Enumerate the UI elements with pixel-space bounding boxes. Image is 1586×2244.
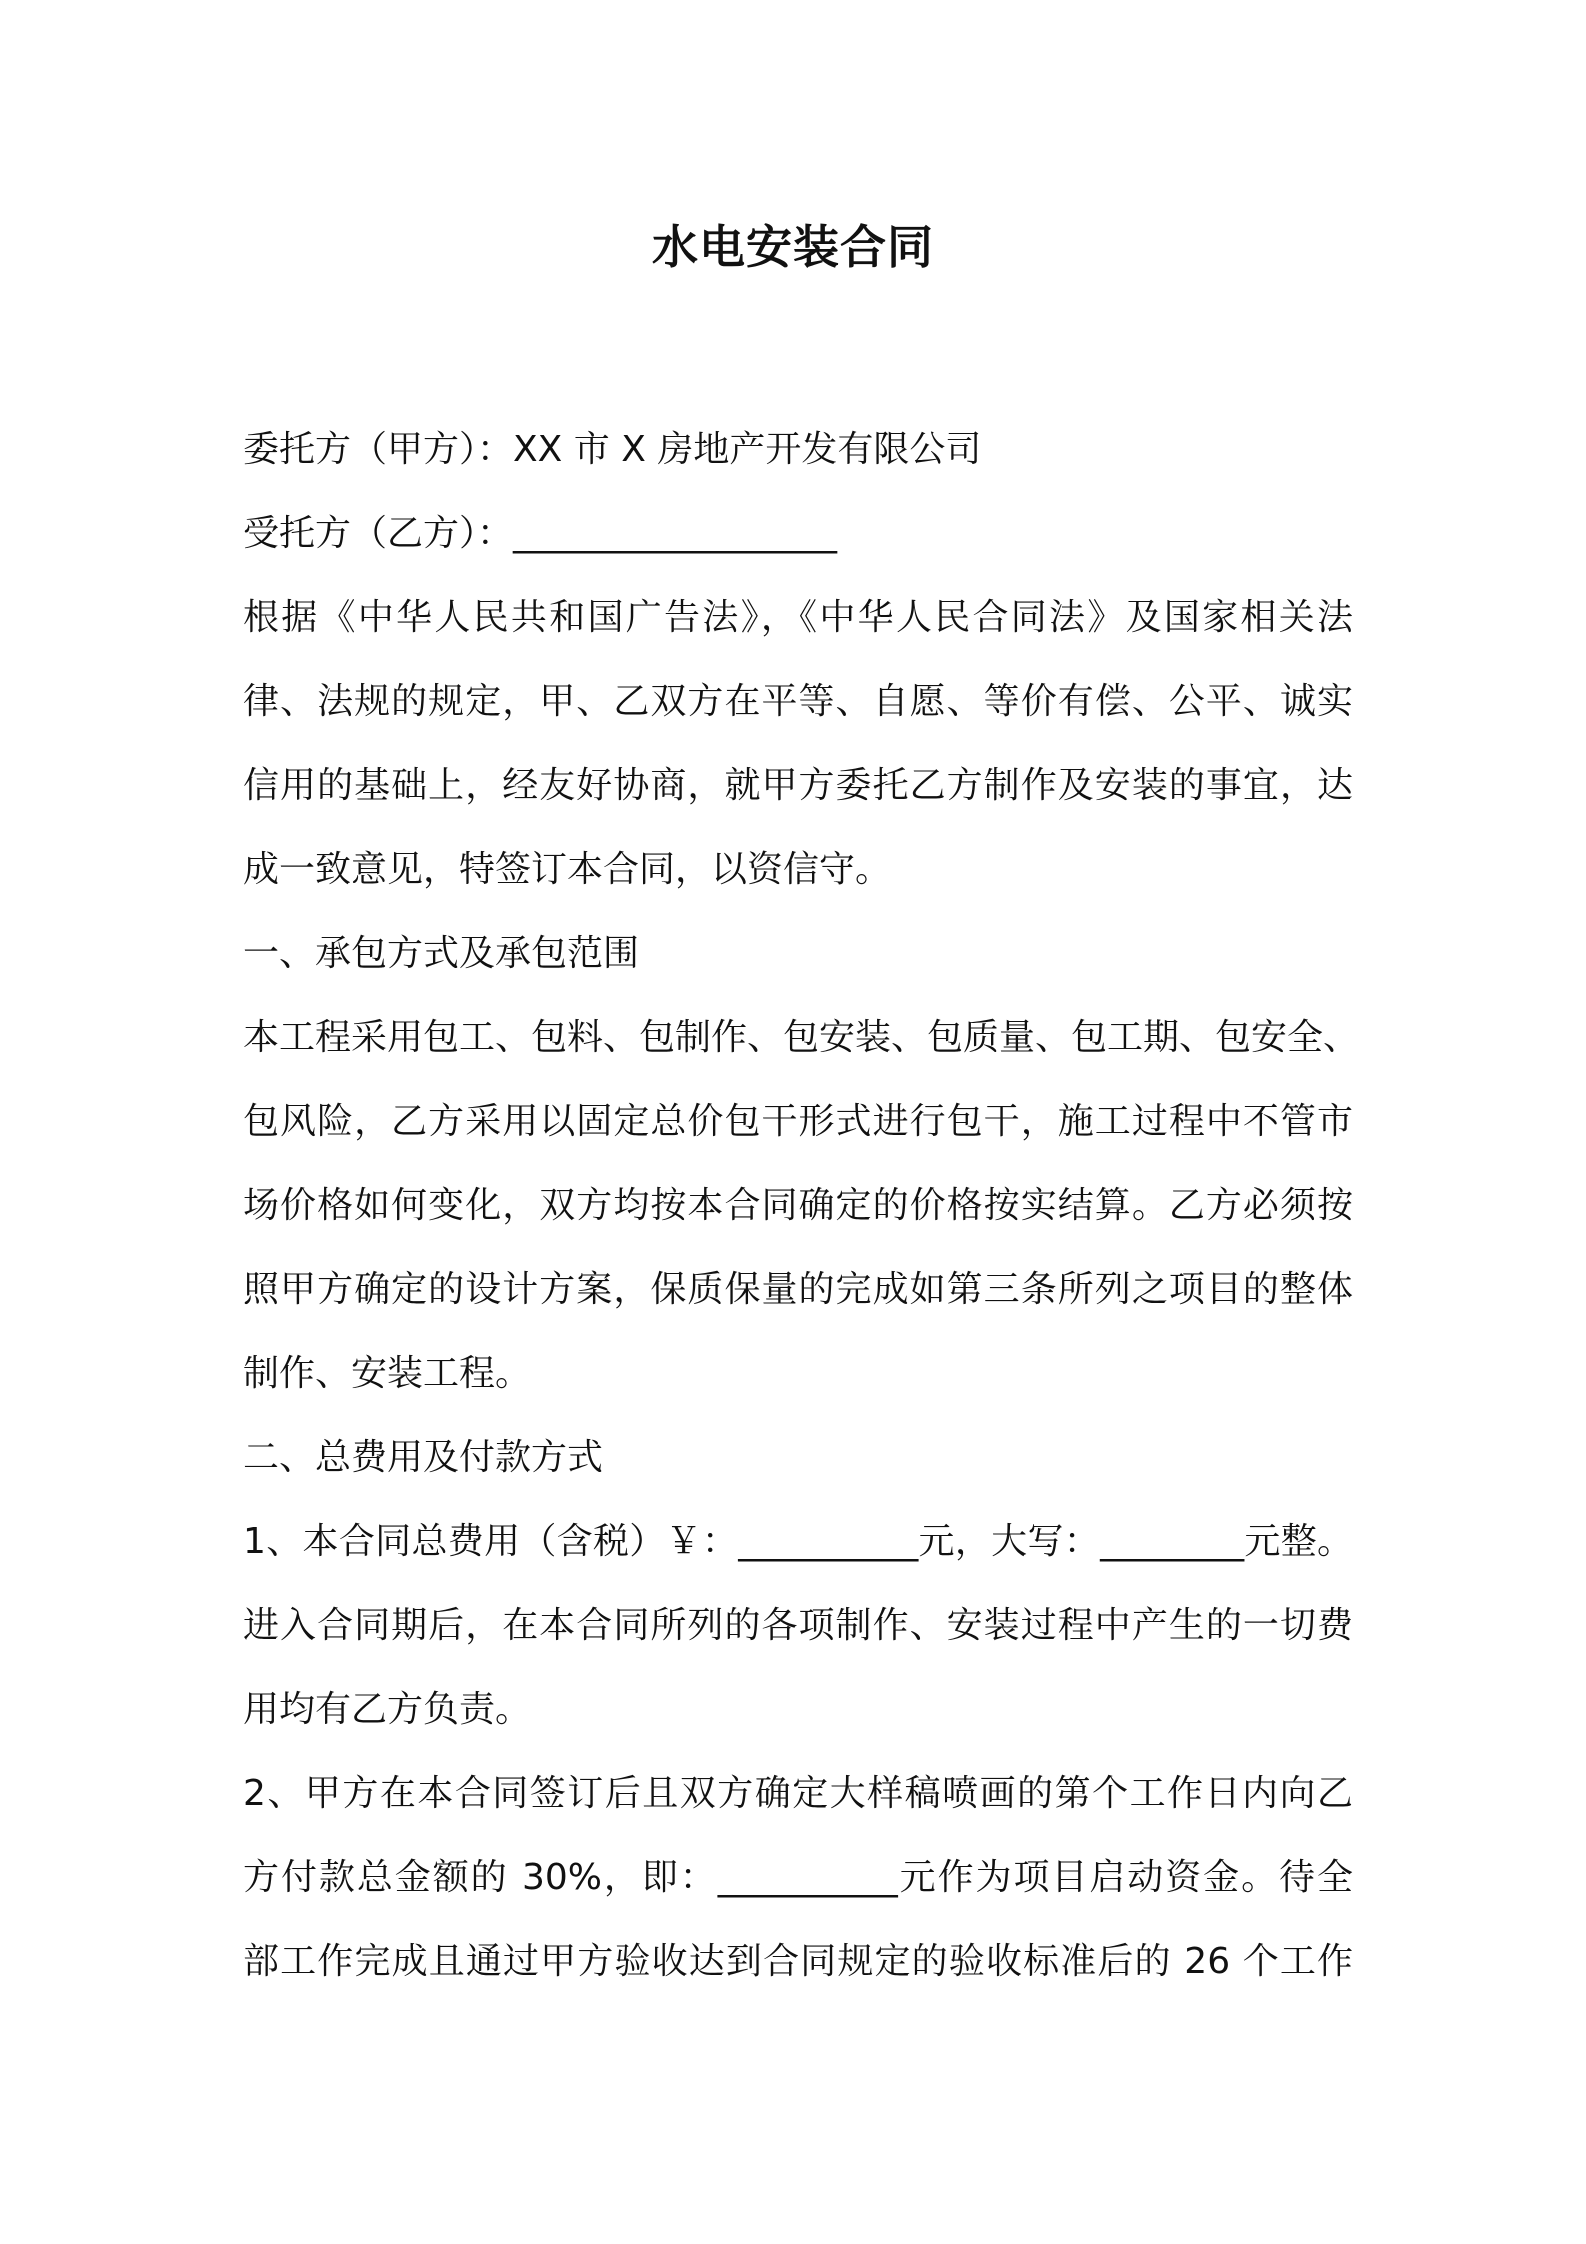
section-1-line-5: 制作、安装工程。: [243, 1353, 532, 1394]
clause-2-line-1: 2、甲方在本合同签订后且双方确定大样稿喷画的第个工作日内向乙: [243, 1773, 1353, 1814]
section-heading-2: 二、总费用及付款方式: [243, 1437, 604, 1478]
preamble-line-1: 根据《中华人民共和国广告法》，《中华人民合同法》及国家相关法: [243, 597, 1353, 638]
preamble-line-4: 成一致意见，特签订本合同，以资信守。: [243, 849, 892, 890]
preamble-line-2: 律、法规的规定，甲、乙双方在平等、自愿、等价有偿、公平、诚实: [243, 681, 1353, 722]
section-1-line-1: 本工程采用包工、包料、包制作、包安装、包质量、包工期、包安全、: [243, 1017, 1360, 1058]
document-title: 水电安装合同: [652, 220, 934, 274]
party-a-line: 委托方（甲方）：XX 市 X 房地产开发有限公司: [243, 429, 982, 470]
section-heading-1: 一、承包方式及承包范围: [243, 933, 640, 974]
clause-2-line-3: 部工作完成且通过甲方验收达到合同规定的验收标准后的 26 个工作: [243, 1941, 1353, 1982]
document-body: [243, 408, 1360, 2004]
clause-1-line-2: 进入合同期后，在本合同所列的各项制作、安装过程中产生的一切费: [243, 1605, 1353, 1646]
section-1-line-2: 包风险，乙方采用以固定总价包干形式进行包干，施工过程中不管市: [243, 1101, 1353, 1142]
clause-2-line-2: 方付款总金额的 30%，即：__________元作为项目启动资金。待全: [243, 1857, 1353, 1898]
party-b-line: 受托方（乙方）：__________________: [243, 513, 838, 554]
clause-1-line-1: 1、本合同总费用（含税）￥：__________元，大写：________元整。: [243, 1521, 1353, 1562]
preamble-line-3: 信用的基础上，经友好协商，就甲方委托乙方制作及安装的事宜，达: [243, 765, 1353, 806]
section-1-line-3: 场价格如何变化，双方均按本合同确定的价格按实结算。乙方必须按: [243, 1185, 1353, 1226]
clause-1-line-3: 用均有乙方负责。: [243, 1689, 532, 1730]
section-1-line-4: 照甲方确定的设计方案，保质保量的完成如第三条所列之项目的整体: [243, 1269, 1353, 1310]
